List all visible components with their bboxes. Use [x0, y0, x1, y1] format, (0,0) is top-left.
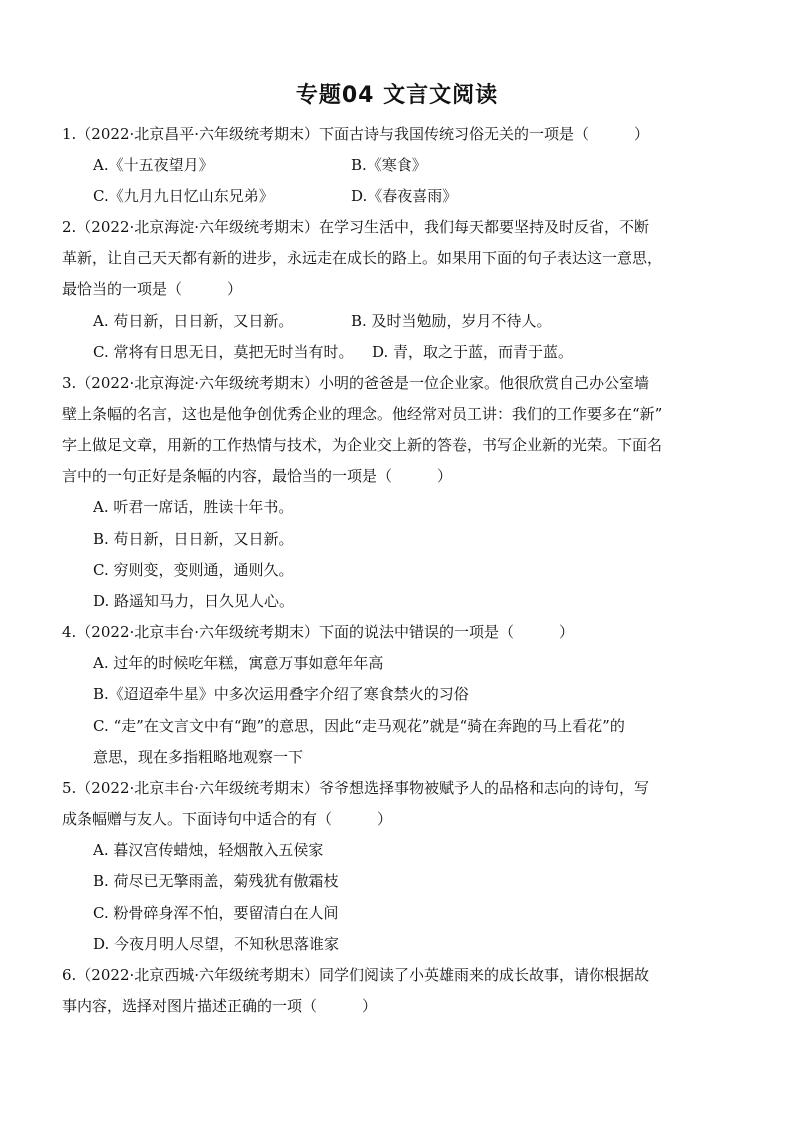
question-1-option-b: B.《寒食》 — [351, 156, 427, 174]
question-3-stem-line-4: 言中的一句正好是条幅的内容，最恰当的一项是（ ） — [62, 467, 453, 485]
question-5-stem-line-2: 成条幅赠与友人。下面诗句中适合的有（ ） — [62, 810, 393, 828]
question-2-stem-line-3: 最恰当的一项是（ ） — [62, 280, 243, 298]
question-3-option-a: A. 听君一席话，胜读十年书。 — [93, 498, 294, 516]
question-1-stem: 1.（2022·北京昌平·六年级统考期末）下面古诗与我国传统习俗无关的一项是（ ） — [62, 125, 650, 143]
question-4-option-c-line-2: 意思，现在多指粗略地观察一下 — [93, 748, 304, 766]
question-1-option-a: A.《十五夜望月》 — [93, 156, 214, 174]
question-5-option-a: A. 暮汉宫传蜡烛，轻烟散入五侯家 — [93, 841, 324, 859]
question-4-option-a: A. 过年的时候吃年糕，寓意万事如意年年高 — [93, 654, 384, 672]
question-2-option-d: D. 青，取之于蓝，而青于蓝。 — [372, 343, 574, 361]
question-3-stem-line-3: 字上做足文章，用新的工作热情与技术，为企业交上新的答卷，书写企业新的光荣。下面名 — [62, 436, 663, 454]
question-3-option-b: B. 苟日新，日日新，又日新。 — [93, 530, 294, 548]
question-3-stem-line-2: 壁上条幅的名言，这也是他争创优秀企业的理念。他经常对员工讲：我们的工作要多在“新” — [62, 405, 663, 423]
question-5-option-d: D. 今夜月明人尽望，不知秋思落谁家 — [93, 935, 340, 953]
question-2-option-a: A. 苟日新，日日新，又日新。 — [93, 312, 294, 330]
question-4-option-b: B.《迢迢牵牛星》中多次运用叠字介绍了寒食禁火的习俗 — [93, 685, 469, 703]
question-1-option-d: D.《春夜喜雨》 — [351, 187, 458, 205]
question-5-option-c: C. 粉骨碎身浑不怕，要留清白在人间 — [93, 904, 339, 922]
question-4-option-c-line-1: C. “走”在文言文中有“跑”的意思，因此“走马观花”就是“骑在奔跑的马上看花”的 — [93, 717, 625, 735]
question-1-option-c: C.《九月九日忆山东兄弟》 — [93, 187, 274, 205]
question-2-stem-line-2: 革新，让自己天天都有新的进步，永远走在成长的路上。如果用下面的句子表达这一意思， — [62, 249, 663, 267]
question-3-option-c: C. 穷则变，变则通，通则久。 — [93, 561, 294, 579]
question-2-option-c: C. 常将有日思无日，莫把无时当有时。 — [93, 343, 354, 361]
question-2-option-b: B. 及时当勉励，岁月不待人。 — [351, 312, 552, 330]
question-3-option-d: D. 路遥知马力，日久见人心。 — [93, 592, 295, 610]
question-5-stem-line-1: 5.（2022·北京丰台·六年级统考期末）爷爷想选择事物被赋予人的品格和志向的诗句，写 — [62, 779, 650, 797]
question-5-option-b: B. 荷尽已无擎雨盖，菊残犹有傲霜枝 — [93, 872, 339, 890]
question-4-stem: 4.（2022·北京丰台·六年级统考期末）下面的说法中错误的一项是（ ） — [62, 623, 575, 641]
question-6-stem-line-1: 6.（2022·北京西城·六年级统考期末）同学们阅读了小英雄雨来的成长故事，请你根据故 — [62, 966, 650, 984]
page-title: 专题04 文言文阅读 — [295, 83, 499, 108]
question-6-stem-line-2: 事内容，选择对图片描述正确的一项（ ） — [62, 997, 378, 1015]
question-3-stem-line-1: 3.（2022·北京海淀·六年级统考期末）小明的爸爸是一位企业家。他很欣赏自己办公室墙 — [62, 374, 650, 392]
question-2-stem-line-1: 2.（2022·北京海淀·六年级统考期末）在学习生活中，我们每天都要坚持及时反省，不断 — [62, 218, 650, 236]
